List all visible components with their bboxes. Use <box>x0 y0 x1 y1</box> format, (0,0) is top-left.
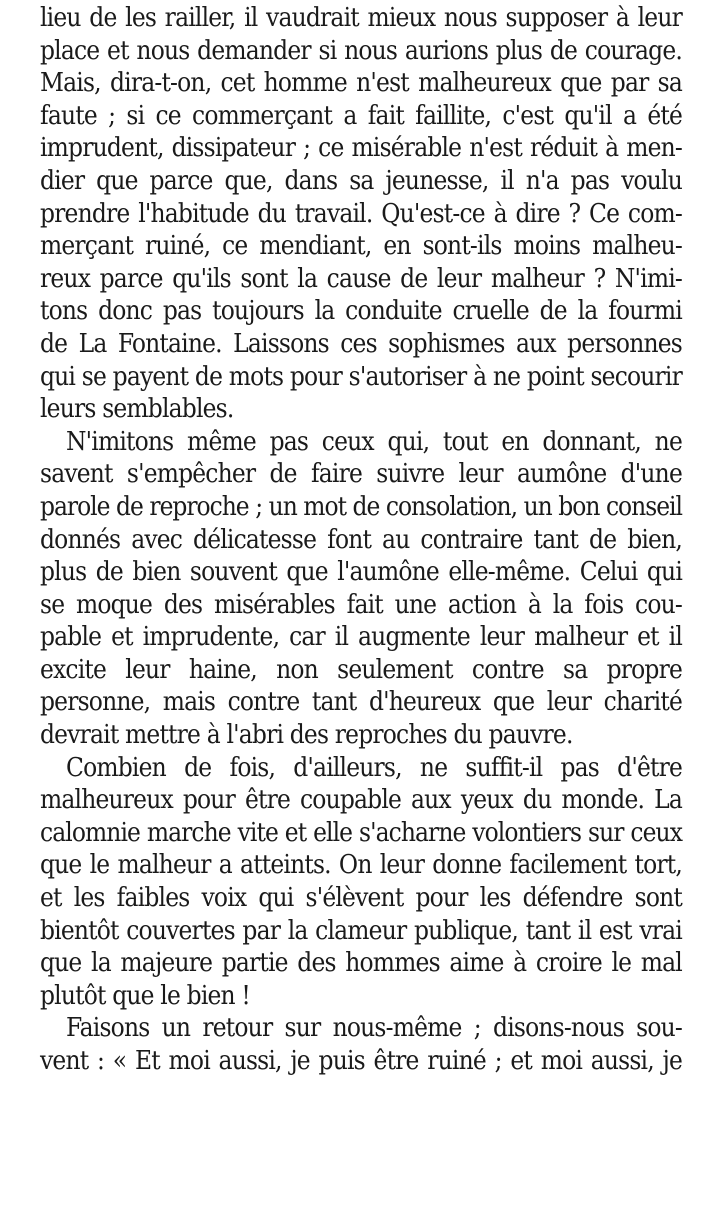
text-line: leurs semblables. <box>40 394 234 425</box>
text-line: dier que parce que, dans sa jeunesse, il n'a pas voulu <box>40 165 682 196</box>
text-line: bientôt couvertes par la clameur publique, tant il est vrai <box>40 915 682 946</box>
text-line: donnés avec délicatesse font au contraire tant de bien, <box>40 524 682 555</box>
text-line: que le malheur a atteints. On leur donne facilement tort, <box>40 850 682 881</box>
paragraph <box>40 1012 682 1077</box>
text-line: devrait mettre à l'abri des reproches du pauvre. <box>40 720 573 751</box>
text-line: personne, mais contre tant d'heureux que leur charité <box>40 687 682 718</box>
text-line: tons donc pas toujours la conduite cruelle de la fourmi <box>40 296 682 327</box>
text-line: se moque des misérables fait une action à la fois cou- <box>40 589 682 620</box>
text-line: merçant ruiné, ce mendiant, en sont-ils moins malheu- <box>40 231 682 262</box>
paragraph <box>40 2 682 426</box>
text-line: calomnie marche vite et elle s'acharne volontiers sur ceux <box>40 817 682 848</box>
text-line: pable et imprudente, car il augmente leur malheur et il <box>40 622 682 653</box>
text-line: savent s'empêcher de faire suivre leur aumône d'une <box>40 459 682 490</box>
text-line: parole de reproche ; un mot de consolation, un bon conseil <box>40 491 682 522</box>
text-line: imprudent, dissipateur ; ce misérable n'est réduit à men- <box>40 133 682 164</box>
text-line: qui se payent de mots pour s'autoriser à ne point secourir <box>40 361 682 392</box>
page-text <box>40 2 682 1078</box>
text-line: faute ; si ce commerçant a fait faillite, c'est qu'il a été <box>40 100 682 131</box>
text-line: Mais, dira-t-on, cet homme n'est malheureux que par sa <box>40 68 682 99</box>
paragraph <box>40 426 682 752</box>
text-line: lieu de les railler, il vaudrait mieux nous supposer à leur <box>40 3 682 33</box>
text-line: N'imitons même pas ceux qui, tout en donnant, ne <box>66 426 682 457</box>
text-line: que la majeure partie des hommes aime à croire le mal <box>40 948 682 979</box>
text-line: et les faibles voix qui s'élèvent pour les défendre sont <box>40 883 682 914</box>
paragraph <box>40 752 682 1013</box>
text-line: malheureux pour être coupable aux yeux du monde. La <box>40 785 682 816</box>
text-line: Combien de fois, d'ailleurs, ne suffit-il pas d'être <box>66 752 682 783</box>
text-line: reux parce qu'ils sont la cause de leur malheur ? N'imi- <box>40 263 682 294</box>
text-line: prendre l'habitude du travail. Qu'est-ce à dire ? Ce com- <box>40 198 682 229</box>
text-line: plus de bien souvent que l'aumône elle-même. Celui qui <box>40 557 682 588</box>
text-line: plutôt que le bien ! <box>40 980 251 1011</box>
text-line: excite leur haine, non seulement contre sa propre <box>40 654 682 685</box>
text-line: Faisons un retour sur nous-même ; disons-nous sou- <box>66 1013 682 1044</box>
text-line: de La Fontaine. Laissons ces sophismes aux personnes <box>40 328 682 359</box>
text-line: place et nous demander si nous aurions plus de courage. <box>40 35 682 66</box>
text-line: vent : « Et moi aussi, je puis être ruiné ; et moi aussi, je <box>40 1046 682 1076</box>
